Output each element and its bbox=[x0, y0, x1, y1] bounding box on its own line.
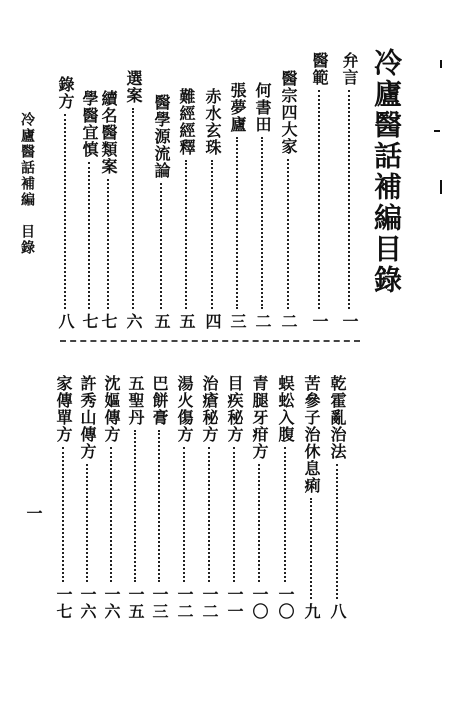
entry-page: 三 bbox=[228, 313, 247, 330]
toc-entry[interactable] bbox=[279, 70, 297, 330]
entry-label: 醫範 bbox=[310, 52, 329, 86]
leader-dots bbox=[110, 447, 112, 582]
leader-dots bbox=[88, 162, 90, 309]
toc-entry[interactable] bbox=[203, 88, 221, 330]
leader-dots bbox=[64, 114, 66, 309]
entry-label: 難經經釋 bbox=[177, 88, 196, 156]
leader-dots bbox=[183, 447, 185, 582]
entry-label: 沈嫗傳方 bbox=[102, 375, 121, 443]
entry-label: 醫宗四大家 bbox=[279, 70, 298, 155]
entry-label: 張夢廬 bbox=[228, 82, 247, 133]
leader-dots bbox=[62, 447, 64, 582]
toc-entry[interactable] bbox=[152, 94, 170, 330]
entry-label: 乾霍亂治法 bbox=[328, 375, 347, 460]
entry-page: 五 bbox=[152, 313, 171, 330]
entry-page: 六 bbox=[124, 313, 143, 330]
entry-label: 蜈蚣入腹 bbox=[276, 375, 295, 443]
entry-page: 四 bbox=[203, 313, 222, 330]
toc-entry[interactable] bbox=[99, 90, 117, 330]
toc-entry[interactable] bbox=[310, 52, 328, 330]
entry-page: 九 bbox=[302, 603, 321, 620]
entry-label: 許秀山傳方 bbox=[78, 375, 97, 460]
entry-label: 何書田 bbox=[253, 82, 272, 133]
entry-page: 一五 bbox=[126, 586, 145, 620]
toc-entry[interactable] bbox=[80, 90, 98, 330]
margin-tick bbox=[434, 130, 440, 132]
entry-label: 弁言 bbox=[340, 52, 359, 86]
leader-dots bbox=[310, 498, 312, 599]
entry-page: 一 bbox=[310, 313, 329, 330]
toc-entry[interactable] bbox=[302, 375, 320, 620]
leader-dots bbox=[208, 447, 210, 582]
toc-entry[interactable] bbox=[175, 375, 193, 620]
toc-entry[interactable] bbox=[276, 375, 294, 620]
entry-page: 一一 bbox=[225, 586, 244, 620]
toc-entry[interactable] bbox=[102, 375, 120, 620]
leader-dots bbox=[86, 464, 88, 582]
toc-entry[interactable] bbox=[124, 70, 142, 330]
entry-page: 一二 bbox=[175, 586, 194, 620]
leader-dots bbox=[287, 159, 289, 309]
entry-page: 八 bbox=[328, 603, 347, 620]
entry-label: 治瘡秘方 bbox=[200, 375, 219, 443]
toc-entry[interactable] bbox=[126, 375, 144, 620]
margin-tick bbox=[440, 60, 442, 68]
toc-entry[interactable] bbox=[78, 375, 96, 620]
toc-entry[interactable] bbox=[150, 375, 168, 620]
page-title: 冷廬醫話補編目錄 bbox=[370, 48, 403, 296]
entry-label: 五聖丹 bbox=[126, 375, 145, 426]
leader-dots bbox=[318, 90, 320, 309]
leader-dots bbox=[211, 160, 213, 309]
entry-page: 一 bbox=[340, 313, 359, 330]
entry-label: 錄方 bbox=[56, 76, 75, 110]
entry-page: 五 bbox=[177, 313, 196, 330]
entry-page: 一二 bbox=[200, 586, 219, 620]
toc-entry[interactable] bbox=[177, 88, 195, 330]
entry-label: 赤水玄珠 bbox=[203, 88, 222, 156]
entry-page: 一三 bbox=[150, 586, 169, 620]
toc-entry[interactable] bbox=[225, 375, 243, 620]
section-divider bbox=[60, 340, 360, 342]
toc-entry[interactable] bbox=[340, 52, 358, 330]
entry-page: 一六 bbox=[102, 586, 121, 620]
leader-dots bbox=[158, 430, 160, 582]
entry-label: 選案 bbox=[124, 70, 143, 104]
entry-page: 一〇 bbox=[276, 586, 295, 620]
leader-dots bbox=[236, 137, 238, 309]
leader-dots bbox=[348, 90, 350, 309]
toc-entry[interactable] bbox=[54, 375, 72, 620]
leader-dots bbox=[233, 447, 235, 582]
entry-label: 目疾秘方 bbox=[225, 375, 244, 443]
toc-entry[interactable] bbox=[253, 82, 271, 330]
entry-page: 二 bbox=[279, 313, 298, 330]
entry-page: 七 bbox=[80, 313, 99, 330]
running-header: 冷廬醫話補編 目錄 bbox=[19, 112, 35, 256]
toc-entry[interactable] bbox=[200, 375, 218, 620]
entry-page: 七 bbox=[99, 313, 118, 330]
toc-entry[interactable] bbox=[328, 375, 346, 620]
margin-tick bbox=[440, 180, 442, 194]
entry-label: 湯火傷方 bbox=[175, 375, 194, 443]
entry-page: 一七 bbox=[54, 586, 73, 620]
entry-label: 家傳單方 bbox=[54, 375, 73, 443]
entry-page: 八 bbox=[56, 313, 75, 330]
entry-label: 青腿牙疳方 bbox=[250, 375, 269, 460]
leader-dots bbox=[336, 464, 338, 599]
entry-label: 學醫宜慎 bbox=[80, 90, 99, 158]
entry-label: 醫學源流論 bbox=[152, 94, 171, 179]
leader-dots bbox=[258, 464, 260, 582]
toc-entry[interactable] bbox=[250, 375, 268, 620]
leader-dots bbox=[185, 160, 187, 309]
leader-dots bbox=[134, 430, 136, 582]
leader-dots bbox=[284, 447, 286, 582]
entry-label: 巴餅膏 bbox=[150, 375, 169, 426]
page-number-mark: 一 bbox=[24, 505, 43, 521]
entry-page: 一〇 bbox=[250, 586, 269, 620]
entry-label: 苦參子治休息痢 bbox=[302, 375, 321, 494]
leader-dots bbox=[160, 183, 162, 309]
toc-entry[interactable] bbox=[228, 82, 246, 330]
entry-page: 一六 bbox=[78, 586, 97, 620]
leader-dots bbox=[261, 137, 263, 309]
toc-entry[interactable] bbox=[56, 76, 74, 330]
entry-page: 二 bbox=[253, 313, 272, 330]
leader-dots bbox=[132, 108, 134, 309]
entry-label: 續名醫類案 bbox=[99, 90, 118, 175]
leader-dots bbox=[107, 179, 109, 309]
